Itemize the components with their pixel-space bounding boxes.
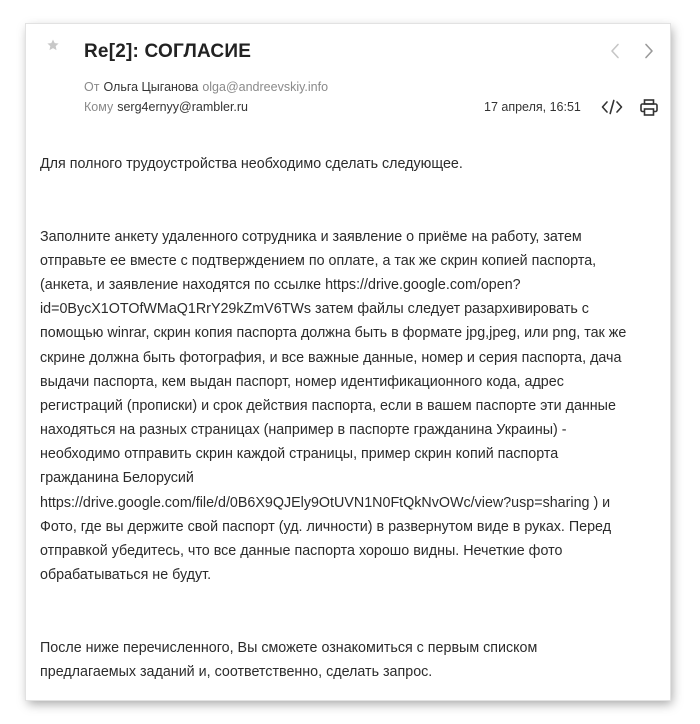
email-view <box>26 24 670 700</box>
star-icon[interactable] <box>40 32 66 58</box>
body-line: Фото, где вы держите свой паспорт (уд. личности) в развернутом виде в руках. Перед <box>40 518 612 535</box>
sender-email[interactable]: olga@andreevskiy.info <box>202 80 329 94</box>
body-line: (анкета, и заявление находятся по ссылке https://drive.google.com/open? <box>40 276 521 293</box>
code-icon[interactable] <box>600 96 624 118</box>
email-subject: Re[2]: СОГЛАСИЕ <box>84 41 252 62</box>
body-line: После ниже перечисленного, Вы сможете ознакомиться с первым списком <box>40 639 538 656</box>
body-line: выдачи паспорта, кем выдан паспорт, номер идентификационного кода, адрес <box>40 373 564 390</box>
body-line: необходимо отправить скрин каждой страницы, пример скрин копий паспорта <box>40 446 559 463</box>
body-line: отправьте ее вместе с подтверждением по оплате, а так же скрин копией паспорта, <box>40 252 597 269</box>
body-line: обрабатываться не будут. <box>40 567 212 584</box>
body-link-line[interactable]: https://drive.google.com/file/d/0B6X9QJEly9OtUVN1N0FtQkNvOWc/view?usp=sharing ) и <box>40 494 611 511</box>
recipient-row <box>84 100 248 114</box>
body-line: Заполните анкету удаленного сотрудника и заявление о приёме на работу, затем <box>40 228 582 245</box>
email-date: 17 апреля, 16:51 <box>484 100 581 114</box>
chevron-right-icon[interactable] <box>638 40 660 62</box>
chevron-left-icon[interactable] <box>604 40 626 62</box>
body-line: предлагаемых заданий и, соответственно, сделать запрос. <box>40 663 433 680</box>
sender-name[interactable]: Ольга Цыганова <box>103 80 199 94</box>
body-line: отправкой убедитесь, что все данные паспорта хорошо видны. Нечеткие фото <box>40 543 563 560</box>
to-label: Кому <box>84 100 114 114</box>
body-line: регистраций (прописки) и срок действия паспорта, если в вашем паспорте эти данные <box>40 397 616 414</box>
body-intro: Для полного трудоустройства необходимо сделать следующее. <box>40 156 463 172</box>
body-line: гражданина Белорусий <box>40 470 194 487</box>
from-label: От <box>84 80 100 94</box>
body-line: скрине должна быть фотография, и все важные данные, номер и серия паспорта, дача <box>40 349 622 366</box>
body-line: находяться на разных страницах (например в паспорте гражданина Украины) - <box>40 422 567 439</box>
body-line: id=0BycX1OTOfWMaQ1RrY29kZmV6TWs затем файлы следует разархивировать с <box>40 301 589 318</box>
email-body <box>40 152 670 684</box>
sender-row <box>84 80 328 94</box>
printer-icon[interactable] <box>638 96 660 118</box>
recipient-email[interactable]: serg4ernyy@rambler.ru <box>117 100 249 114</box>
body-line: помощью winrar, скрин копия паспорта должна быть в формате jpg,jpeg, или png, так же <box>40 325 627 342</box>
